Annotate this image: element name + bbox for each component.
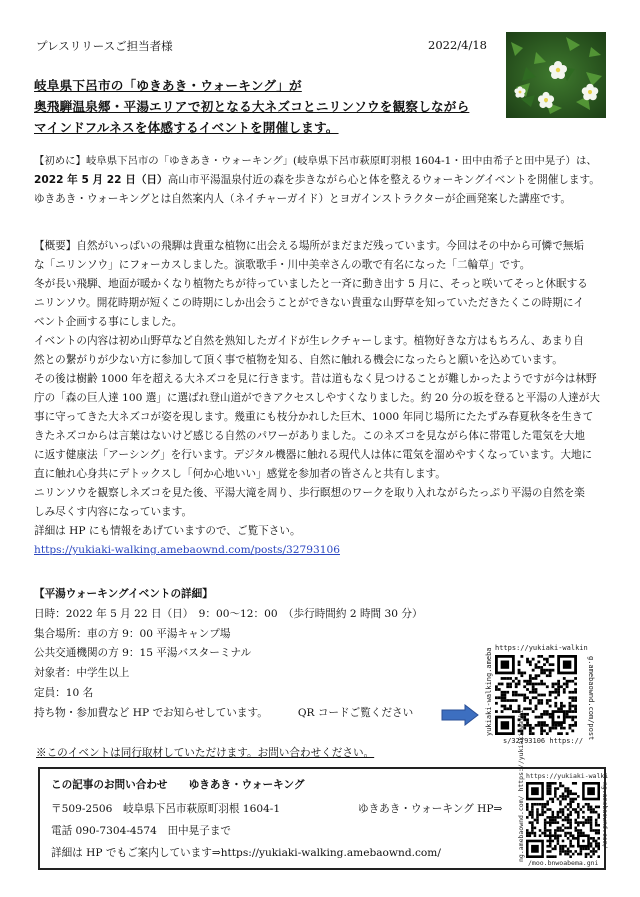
overview-line: ニリンソウ。開花時期が短くこの時期にしか出会うことができない貴重な山野草を知っていただきたくこの時期にイ	[34, 297, 585, 309]
details-transit: 公共交通機関の方 9：15 平湯バスターミナル	[34, 647, 252, 660]
qr2-bottom-caption: /moo.bnwoabema.gni	[528, 859, 599, 867]
overview-line: に返す健康法「アーシング」を行います。デジタル機器に触れる現代人は体に電気を溜めやすくなっています。大地に	[34, 449, 593, 461]
qr-block-event	[483, 644, 603, 746]
title-line-1: 岐阜県下呂市の「ゆきあき・ウォーキング」が	[34, 78, 302, 93]
overview-line: きたネズコからは言葉はないけど感じる自然のパワーがありました。このネズコを見ながら体に帯電した電気を大地	[34, 430, 585, 442]
intro-after-date: 高山市平湯温泉付近の森を歩きながら心と体を整えるウォーキングイベントを開催します。	[167, 174, 600, 186]
qr2-top-caption: https://yukiaki-walki	[526, 772, 609, 780]
details-datetime: 日時：2022 年 5 月 22 日（日） 9：00～12：00 （歩行時間約 2 時間 30 分）	[34, 607, 423, 620]
event-date-bold: 2022 年 5 月 22 日（日）	[34, 174, 168, 186]
qr1-top-caption: https://yukiaki-walkin	[495, 644, 588, 652]
qr-note: QR コードご覧ください	[297, 706, 414, 719]
overview-line: その後は樹齢 1000 年を超える大ネズコを見に行きます。昔は道もなく見つけることが難しかったようですが今は林野	[34, 373, 597, 385]
contact-hp-label: ゆきあき・ウォーキング HP⇒	[358, 803, 503, 815]
contact-address: 〒509-2506 岐阜県下呂市萩原町羽根 1604-1	[51, 803, 281, 815]
overview-line: ニリンソウを観察しネズコを見た後、平湯大滝を周り、歩行瞑想のワークを取り入れながらたっぷり平湯の自然を楽	[34, 487, 585, 499]
details-section	[34, 585, 423, 724]
title-line-2: 奥飛騨温泉郷・平湯エリアで初となる大ネズコとニリンソウを観察しながら	[34, 99, 470, 114]
qr1-left-caption: yukiaki-walking.ameba	[485, 647, 493, 736]
contact-web: 詳細は HP でもご案内しています⇒https://yukiaki-walking.amebaownd.com/	[51, 847, 441, 859]
details-belongings	[34, 704, 423, 724]
contact-heading: この記事のお問い合わせ ゆきあき・ウォーキング	[51, 779, 305, 791]
overview-line: 然との繋がりが少ない方に参加して頂く事で植物を知る、自然に触れる機会になったらと願いを込めています。	[34, 354, 563, 366]
title-line-3: マインドフルネスを体感するイベントを開催します。	[34, 120, 339, 135]
intro-line-2	[34, 171, 624, 190]
overview-line: 庁の「森の巨人達 100 選」に選ばれ登山道ができアクセスしやすくなりました。約 20 分の坂を登ると平湯の人達が大	[34, 392, 600, 404]
press-recipient: プレスリリースご担当者様	[36, 39, 173, 53]
qr1-right-caption: g.amebaownd.com/post	[587, 656, 595, 741]
belongings-text: 持ち物・参加費など HP でお知らせしています。	[34, 706, 268, 719]
overview-line: 詳細は HP にも情報をあげていますので、ご覧下さい。	[34, 525, 301, 537]
event-post-link[interactable]: https://yukiaki-walking.amebaownd.com/posts/32793106	[34, 544, 340, 556]
flower-photo	[506, 32, 606, 118]
contact-phone: 電話 090-7304-4574 田中晃子まで	[51, 825, 232, 837]
qr-code-icon[interactable]	[526, 782, 600, 858]
overview-section	[34, 237, 624, 560]
details-target: 対象者：中学生以上	[34, 667, 130, 680]
overview-line: ベント企画する事にしました。	[34, 316, 183, 328]
intro-section	[34, 152, 624, 209]
flower-photo-icon	[506, 32, 606, 118]
intro-line-3: ゆきあき・ウォーキングとは自然案内人（ネイチャーガイド）とヨガインストラクターが企画発案した講座です。	[34, 193, 571, 205]
overview-line: イベントの内容は初め山野草など自然を熟知したガイドが生レクチャーします。植物好きな方はもちろん、あまり自	[34, 335, 584, 347]
qr1-bottom-caption: s/32793106 https://	[503, 737, 584, 745]
overview-line: しみ尽くす内容になっています。	[34, 506, 193, 518]
details-capacity: 定員：10 名	[34, 686, 94, 699]
release-date: 2022/4/18	[428, 38, 487, 52]
overview-line: 冬が長い飛騨、地面が暖かくなり植物たちが待っていましたと一斉に動き出す 5 月に、そっと咲いてそっと休眠する	[34, 278, 588, 290]
overview-line: 【概要】自然がいっぱいの飛騨は貴重な植物に出会える場所がまだまだ残っています。今回はその中から可憐で無垢	[34, 240, 585, 252]
arrow-right-icon	[441, 704, 479, 730]
qr2-left-caption: ng.amebaownd.com/ https://yukiaki-walki	[517, 709, 525, 862]
qr-code-icon[interactable]	[495, 655, 577, 735]
details-heading: 【平湯ウォーキングイベントの詳細】	[34, 588, 213, 600]
overview-line: 事に守ってきた大ネズコが姿を現します。幾重にも枝分かれした巨木、1000 年同じ場所にたたずみ春夏秋冬を生きて	[34, 411, 594, 423]
coverage-note: ※このイベントは同行取材していただけます。お問い合わせください。	[36, 747, 375, 759]
intro-line-1: 【初めに】岐阜県下呂市の「ゆきあき・ウォーキング」(岐阜県下呂市萩原町羽根 1604-1・田中由希子と田中晃子）は、	[34, 155, 597, 167]
overview-line: 直に触れ心身共にデトックスし「何か心地いい」感覚を参加者の皆さんと共有します。	[34, 468, 446, 480]
qr2-right-caption: ng.amebaownd.com/	[601, 782, 609, 849]
details-meeting: 集合場所：車の方 9：00 平湯キャンプ場	[34, 627, 231, 640]
overview-line: な「ニリンソウ」にフォーカスしました。演歌歌手・川中美幸さんの歌で有名になった「二輪草」です。	[34, 259, 531, 271]
